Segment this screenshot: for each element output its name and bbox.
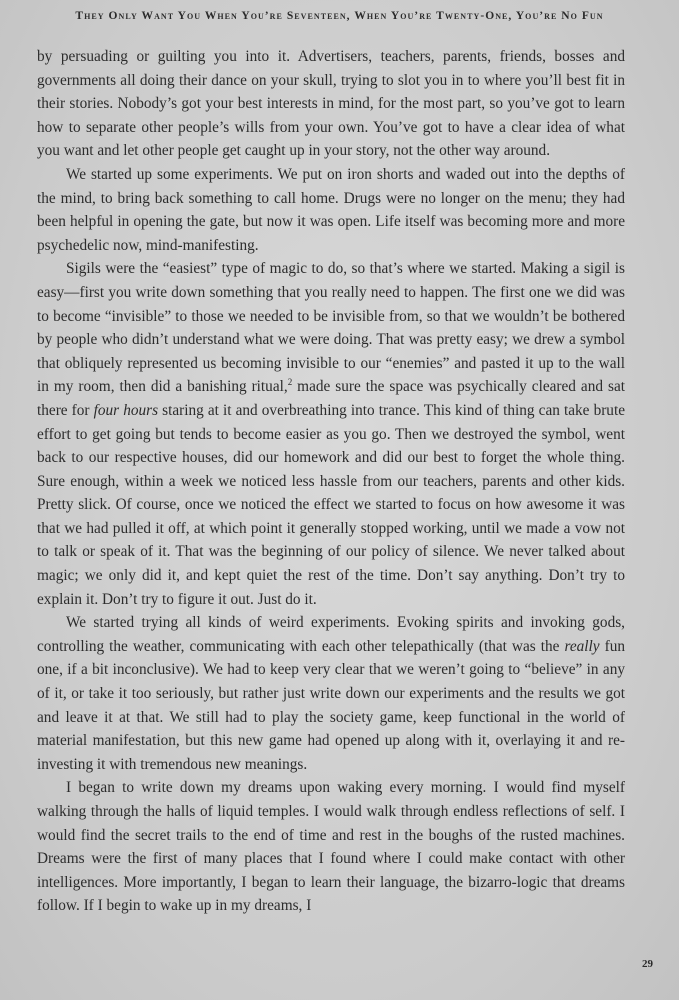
text-run: made sure the space was psychically cleared and sat there for <box>37 378 625 419</box>
paragraph-2 <box>37 163 625 257</box>
text-run: staring at it and overbreathing into trance. This kind of thing can take brute effort to get going but tends to become easier as you go. Then we destroyed the symbol, went back to our respective houses, did our homework and did our best to forget the whole thing. Sure enough, within a week we noticed less hassle from our teachers, parents and other kids. Pretty slick. Of course, once we noticed the effect we started to focus on how awesome it was that we had pulled it off, at which point it generally stopped working, until we made a vow not to talk or speak of it. That was the beginning of our policy of silence. We never talked about magic; we only did it, and kept quiet the rest of the time. Don’t say anything. Don’t try to explain it. Don’t try to figure it out. Just do it. <box>37 401 625 608</box>
text-run: fun one, if a bit inconclusive). We had to keep very clear that we weren’t going to “believe” in any of it, or take it too seriously, but rather just write down our experiments and the results we got and leave it at that. We still had to play the society game, keep functional in the world of material manifestation, but this new game had opened up along with it, overlaying it and re-investing it with tremendous new meanings. <box>37 637 625 773</box>
paragraph-4 <box>37 611 625 776</box>
text-run: Sigils were the “easiest” type of magic to do, so that’s where we started. Making a sigil is easy—first you write down something that you really need to happen. The first one we did was to become “invisible” to those we needed to be invisible from, so that we wouldn’t be bothered by people who didn’t understand what we were doing. That was pretty easy; we drew a symbol that obliquely represented us becoming invisible to our “enemies” and pasted it up to the wall in my room, then did a banishing ritual, <box>37 260 625 396</box>
body-text <box>37 45 625 918</box>
footnote-ref: 2 <box>287 377 293 388</box>
text-run: by persuading or guilting you into it. Advertisers, teachers, parents, friends, bosses and governments all doing their dance on your skull, trying to slot you in to where you’ll best fit in their stories. Nobody’s got your best interests in mind, for the most part, so you’ve got to learn how to separate other people’s wills from your own. You’ve got to have a clear idea of what you want and let other people get caught up in your story, not the other way around. <box>37 48 625 160</box>
running-head: They Only Want You When You’re Seventeen, When You’re Twenty-One, You’re No Fun <box>75 10 604 22</box>
paragraph-5 <box>37 776 625 918</box>
text-run: We started trying all kinds of weird experiments. Evoking spirits and invoking gods, controlling the weather, communicating with each other telepathically (that was the <box>37 614 625 655</box>
page-number: 29 <box>642 958 653 970</box>
text-run: I began to write down my dreams upon waking every morning. I would find myself walking through the halls of liquid temples. I would walk through endless reflections of self. I would find the secret trails to the end of time and rest in the boughs of the rusted machines. Dreams were the first of many places that I found where I could make contact with other intelligences. More importantly, I began to learn their language, the bizarro-logic that dreams follow. If I begin to wake up in my dreams, I <box>37 779 625 915</box>
paragraph-3 <box>37 257 625 611</box>
paragraph-1 <box>37 45 625 163</box>
italic-text: really <box>564 637 600 655</box>
italic-text: four hours <box>93 401 159 419</box>
text-run: We started up some experiments. We put on iron shorts and waded out into the depths of the mind, to bring back something to call home. Drugs were no longer on the menu; they had been helpful in opening the gate, but now it was open. Life itself was becoming more and more psychedelic now, mind-manifesting. <box>37 165 625 254</box>
